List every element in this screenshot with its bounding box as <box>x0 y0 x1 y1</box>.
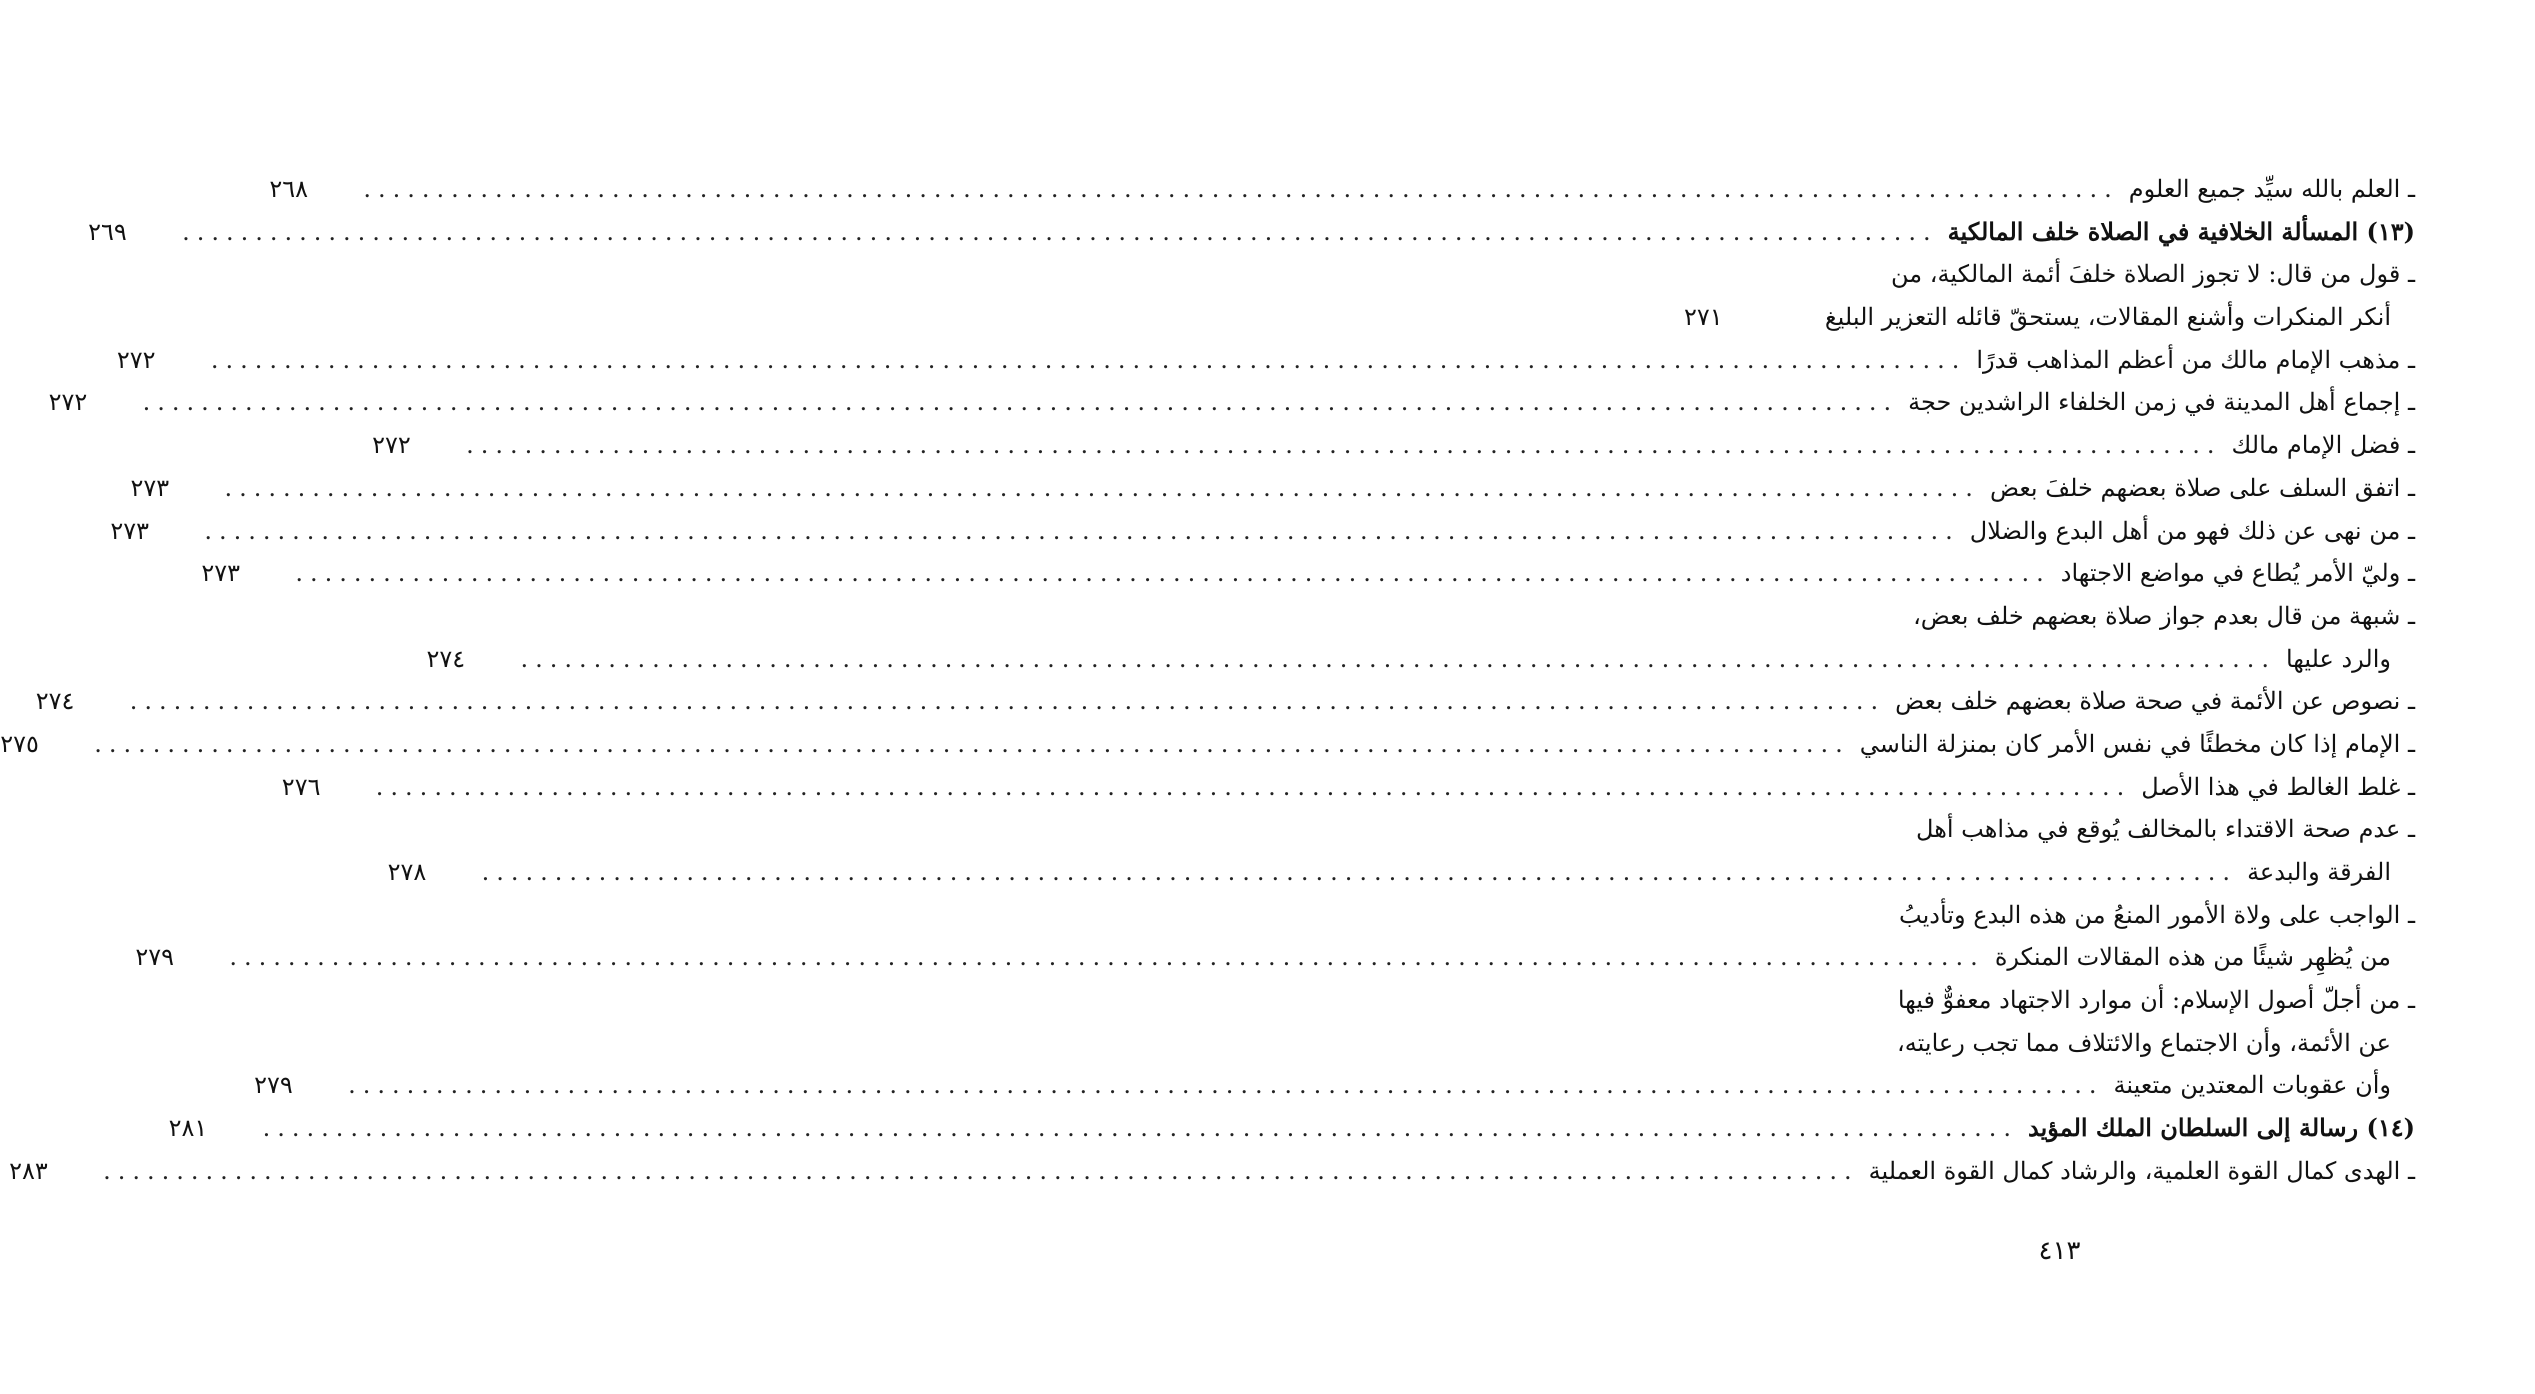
toc-leader-dots: ........................................................................................................................ <box>224 473 1980 502</box>
toc-leader-dots: ........................................................................................................................ <box>520 644 2276 673</box>
toc-page-number: ٢٦٨ <box>269 175 308 203</box>
toc-entry <box>269 168 2415 211</box>
toc-page-number: ٢٧٣ <box>201 559 240 588</box>
toc-page-number: ٢٧٤ <box>35 687 75 716</box>
toc-page-number: ٢٨١ <box>168 1114 208 1143</box>
toc-page-number: ٢٧٣ <box>130 473 170 502</box>
toc-entry <box>1684 894 2415 937</box>
toc-leader-dots: ........................................................................................................................ <box>103 1156 1859 1185</box>
toc-entry-title: ـ اتفق السلف على صلاة بعضهم خلفَ بعض <box>1989 473 2415 502</box>
toc-leader-dots: ........................................................................................................................ <box>295 559 2051 588</box>
toc-entry-title: والرد عليها <box>2285 644 2391 673</box>
toc-entry-title: ـ الهدى كمال القوة العلمية، والرشاد كمال القوة العملية <box>1868 1156 2415 1185</box>
toc-leader-dots: ........................................................................................................................ <box>210 345 1967 374</box>
toc-entry-title: ـ فضل الإمام مالك <box>2231 431 2415 460</box>
toc-entry <box>372 424 2415 467</box>
toc-leader-dots: ........................................................................................................................ <box>229 943 1985 972</box>
toc-entry-title: ـ غلط الغالط في هذا الأصل <box>2141 772 2415 801</box>
toc-entry-title: ـ نصوص عن الأئمة في صحة صلاة بعضهم خلف بعض <box>1895 687 2415 716</box>
toc-entry <box>130 467 2415 510</box>
toc-entry-title: ـ إجماع أهل المدينة في زمن الخلفاء الراشدين حجة <box>1908 388 2415 417</box>
toc-leader-dots: ........................................................................................................................ <box>348 1071 2104 1100</box>
toc-entry-title: ـ مذهب الإمام مالك من أعظم المذاهب قدرًا <box>1976 345 2415 374</box>
toc-page-number: ٢٧٢ <box>48 388 88 417</box>
toc-page-number: ٢٨٣ <box>9 1156 48 1185</box>
toc-entry <box>1684 296 2415 339</box>
toc-entry-title: ـ عدم صحة الاقتداء بالمخالف يُوقع في مذاهب أهل <box>1916 815 2415 844</box>
toc-entry <box>9 1150 2415 1193</box>
toc-leader-dots: ........................................................................................................................ <box>363 175 2119 203</box>
toc-entry-title: ـ العلم بالله سيِّد جميع العلوم <box>2128 175 2415 203</box>
toc-entry-title: ـ شبهة من قال بعدم جواز صلاة بعضهم خلف بعض، <box>1913 601 2415 630</box>
table-of-contents <box>0 168 2415 1193</box>
toc-entry-title: (١٣) المسألة الخلافية في الصلاة خلف المالكية <box>1947 216 2415 246</box>
toc-entry <box>1684 808 2415 851</box>
toc-entry <box>35 680 2415 723</box>
toc-leader-dots: ........................................................................................................................ <box>204 516 1960 545</box>
toc-entry-title: ـ من نهى عن ذلك فهو من أهل البدع والضلال <box>1969 516 2415 545</box>
toc-entry-title: وأن عقوبات المعتدين متعينة <box>2113 1071 2391 1100</box>
toc-leader-dots: ........................................................................................................................ <box>142 388 1899 417</box>
toc-entry <box>281 766 2415 809</box>
toc-section-heading <box>168 1107 2415 1150</box>
toc-entry-title: ـ الإمام إذا كان مخطئًا في نفس الأمر كان بمنزلة الناسي <box>1859 729 2415 758</box>
toc-leader-dots: ........................................................................................................................ <box>481 858 2238 886</box>
toc-entry <box>1684 1022 2415 1065</box>
toc-leader-dots: ........................................................................................................................ <box>375 772 2132 801</box>
toc-entry <box>201 552 2415 595</box>
toc-entry <box>110 510 2415 553</box>
toc-entry <box>116 339 2415 382</box>
toc-entry <box>1684 979 2415 1022</box>
toc-leader-dots: ........................................................................................................................ <box>262 1114 2019 1143</box>
toc-entry <box>254 1064 2415 1107</box>
toc-page-number: ٢٧٣ <box>110 516 149 545</box>
toc-entry-title: من يُظهِر شيئًا من هذه المقالات المنكرة <box>1994 943 2391 972</box>
toc-entry-title: ـ من أجلّ أصول الإسلام: أن موارد الاجتهاد معفوٌّ فيها <box>1897 986 2415 1015</box>
toc-entry <box>0 723 2415 766</box>
toc-entry <box>48 381 2415 424</box>
toc-entry-title: الفرقة والبدعة <box>2247 858 2391 886</box>
toc-page-number: ٢٧٢ <box>116 345 156 374</box>
toc-entry-title: ـ قول من قال: لا تجوز الصلاة خلفَ أئمة المالكية، من <box>1890 260 2415 289</box>
toc-leader-dots: ........................................................................................................................ <box>94 729 1850 758</box>
toc-leader-dots: ........................................................................................................................ <box>466 431 2222 460</box>
toc-entry-title: أنكر المنكرات وأشنع المقالات، يستحقّ قائله التعزير البليغ <box>1824 303 2391 332</box>
toc-page-number: ٢٧٨ <box>387 858 427 886</box>
toc-entry <box>1684 595 2415 638</box>
toc-entry-title: عن الأئمة، وأن الاجتماع والائتلاف مما تجب رعايته، <box>1897 1028 2391 1057</box>
toc-page-number: ٢٧٩ <box>135 943 175 972</box>
toc-leader-dots: ........................................................................................................................ <box>182 217 1938 246</box>
toc-entry-title: ـ وليّ الأمر يُطاع في مواضع الاجتهاد <box>2060 559 2415 588</box>
toc-entry <box>1684 253 2415 296</box>
toc-page-number: ٢٦٩ <box>88 217 127 246</box>
toc-page-number: ٢٧٢ <box>372 431 411 460</box>
page-number: ٤١٣ <box>2038 1236 2081 1266</box>
toc-entry-title: (١٤) رسالة إلى السلطان الملك المؤيد <box>2028 1113 2415 1143</box>
toc-page-number: ٢٧٥ <box>0 729 39 758</box>
toc-entry <box>135 936 2415 979</box>
toc-page-number: ٢٧١ <box>1684 303 1723 332</box>
toc-entry <box>387 851 2415 894</box>
toc-entry-title: ـ الواجب على ولاة الأمور المنعُ من هذه البدع وتأديبُ <box>1899 900 2415 929</box>
toc-leader-dots: ........................................................................................................................ <box>129 687 1886 716</box>
toc-page-number: ٢٧٦ <box>281 772 321 801</box>
toc-page-number: ٢٧٤ <box>426 644 466 673</box>
toc-entry <box>426 638 2415 681</box>
toc-section-heading <box>88 211 2415 254</box>
toc-page-number: ٢٧٩ <box>254 1071 293 1100</box>
